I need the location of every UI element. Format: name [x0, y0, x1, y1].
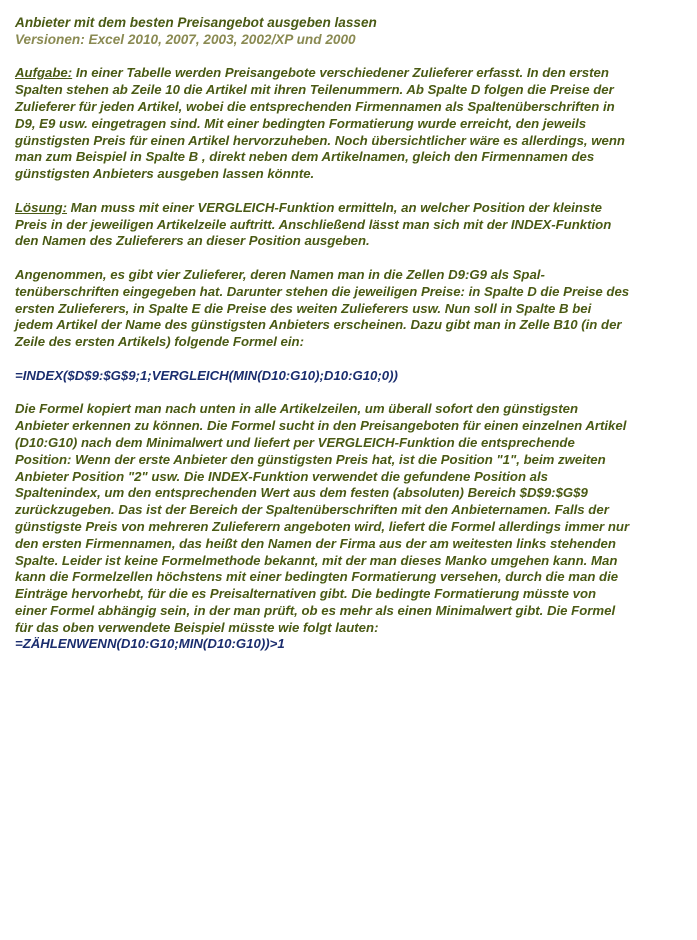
aufgabe-paragraph	[15, 65, 630, 183]
spacer	[15, 385, 630, 402]
document-page	[15, 15, 630, 653]
spacer	[15, 351, 630, 368]
versions-line: Versionen: Excel 2010, 2007, 2003, 2002/XP und 2000	[15, 31, 356, 47]
spacer	[15, 49, 630, 66]
aufgabe-text: In einer Tabelle werden Preisangebote verschiedener Zulieferer erfasst. In den ersten Spalten stehen ab Zeile 10 die Artikel mit ihren Teilenummern. Ab Spalte D folgen die Preise der Zulieferer für jeden Artikel, wobei die entsprechenden Firmennamen als Spaltenüberschriften in D9, E9 usw. eingetragen sind. Mit einer bedingten Formatierung wurde erreicht, den jeweils günstigsten Preis für einen Artikel hervorzuheben. Noch übersichtlicher wäre es allerdings, wenn man zum Beispiel in Spalte B , direkt neben dem Artikelnamen, gleich den Firmennamen des günstigsten Anbieters ausgeben lassen könnte.	[15, 65, 625, 182]
assumption-paragraph: Angenommen, es gibt vier Zulieferer, deren Namen man in die Zellen D9:G9 als Spaltenüberschriften eingegeben hat. Darunter stehen die jeweiligen Preise: in Spalte D die Preise des ersten Zulieferers, in Spalte E die Preise des weiten Zulieferers usw. Nun soll in Spalte B bei jedem Artikel der Name des günstigsten Anbieters erscheinen. Dazu gibt man in Zelle B10 (in der Zeile des ersten Artikels) folgende Formel ein:	[15, 266, 630, 350]
explanation-paragraph: Die Formel kopiert man nach unten in alle Artikelzeilen, um überall sofort den günstigsten Anbieter erkennen zu können. Die Formel sucht in den Preisangeboten für einen einzelnen Artikel (D10:G10) nach dem Minimalwert und liefert per VERGLEICH-Funktion die entsprechende Position: Wenn der erste Anbieter den günstigsten Preis hat, ist die Position "1", beim zweiten Anbieter Position "2" usw. Die INDEX-Funktion verwendet die gefundene Position als Spaltenindex, um den entsprechenden Wert aus dem festen (absoluten) Bereich $D$9:$G$9 zurückzugeben. Das ist der Bereich der Spaltenüberschriften mit den Anbieternamen. Falls der günstigste Preis von mehreren Zulieferern angeboten wird, liefert die Formel allerdings immer nur den ersten Firmennamen, das heißt den Namen der Firma aus der am weitesten links stehenden Spalte. Leider ist keine Formelmethode bekannt, mit der man dieses Manko umgehen kann. Man kann die Formelzellen höchstens mit einer bedingten Formatierung versehen, durch die man die Einträge hervorhebt, für die es Preisalternativen gibt. Die bedingte Formatierung müsste von einer Formel abhängig sein, in der man prüft, ob es mehr als einen Minimalwert gibt. Die Formel für das oben verwendete Beispiel müsste wie folgt lauten:	[15, 401, 630, 635]
countif-formula: =ZÄHLENWENN(D10:G10;MIN(D10:G10))>1	[15, 636, 285, 652]
document-title: Anbieter mit dem besten Preisangebot ausgeben lassen	[15, 15, 377, 30]
index-formula: =INDEX($D$9:$G$9;1;VERGLEICH(MIN(D10:G10);D10:G10;0))	[15, 367, 398, 383]
loesung-label: Lösung:	[15, 199, 68, 215]
loesung-paragraph	[15, 200, 630, 250]
spacer	[15, 250, 630, 267]
loesung-text: Man muss mit einer VERGLEICH-Funktion ermitteln, an welcher Position der kleinste Preis in der jeweiligen Artikelzeile auftritt. Anschließend lässt man sich mit der INDEX-Funktion den Namen des Zulieferers an dieser Position ausgeben.	[15, 199, 612, 249]
spacer	[15, 183, 630, 200]
aufgabe-label: Aufgabe:	[15, 65, 73, 81]
